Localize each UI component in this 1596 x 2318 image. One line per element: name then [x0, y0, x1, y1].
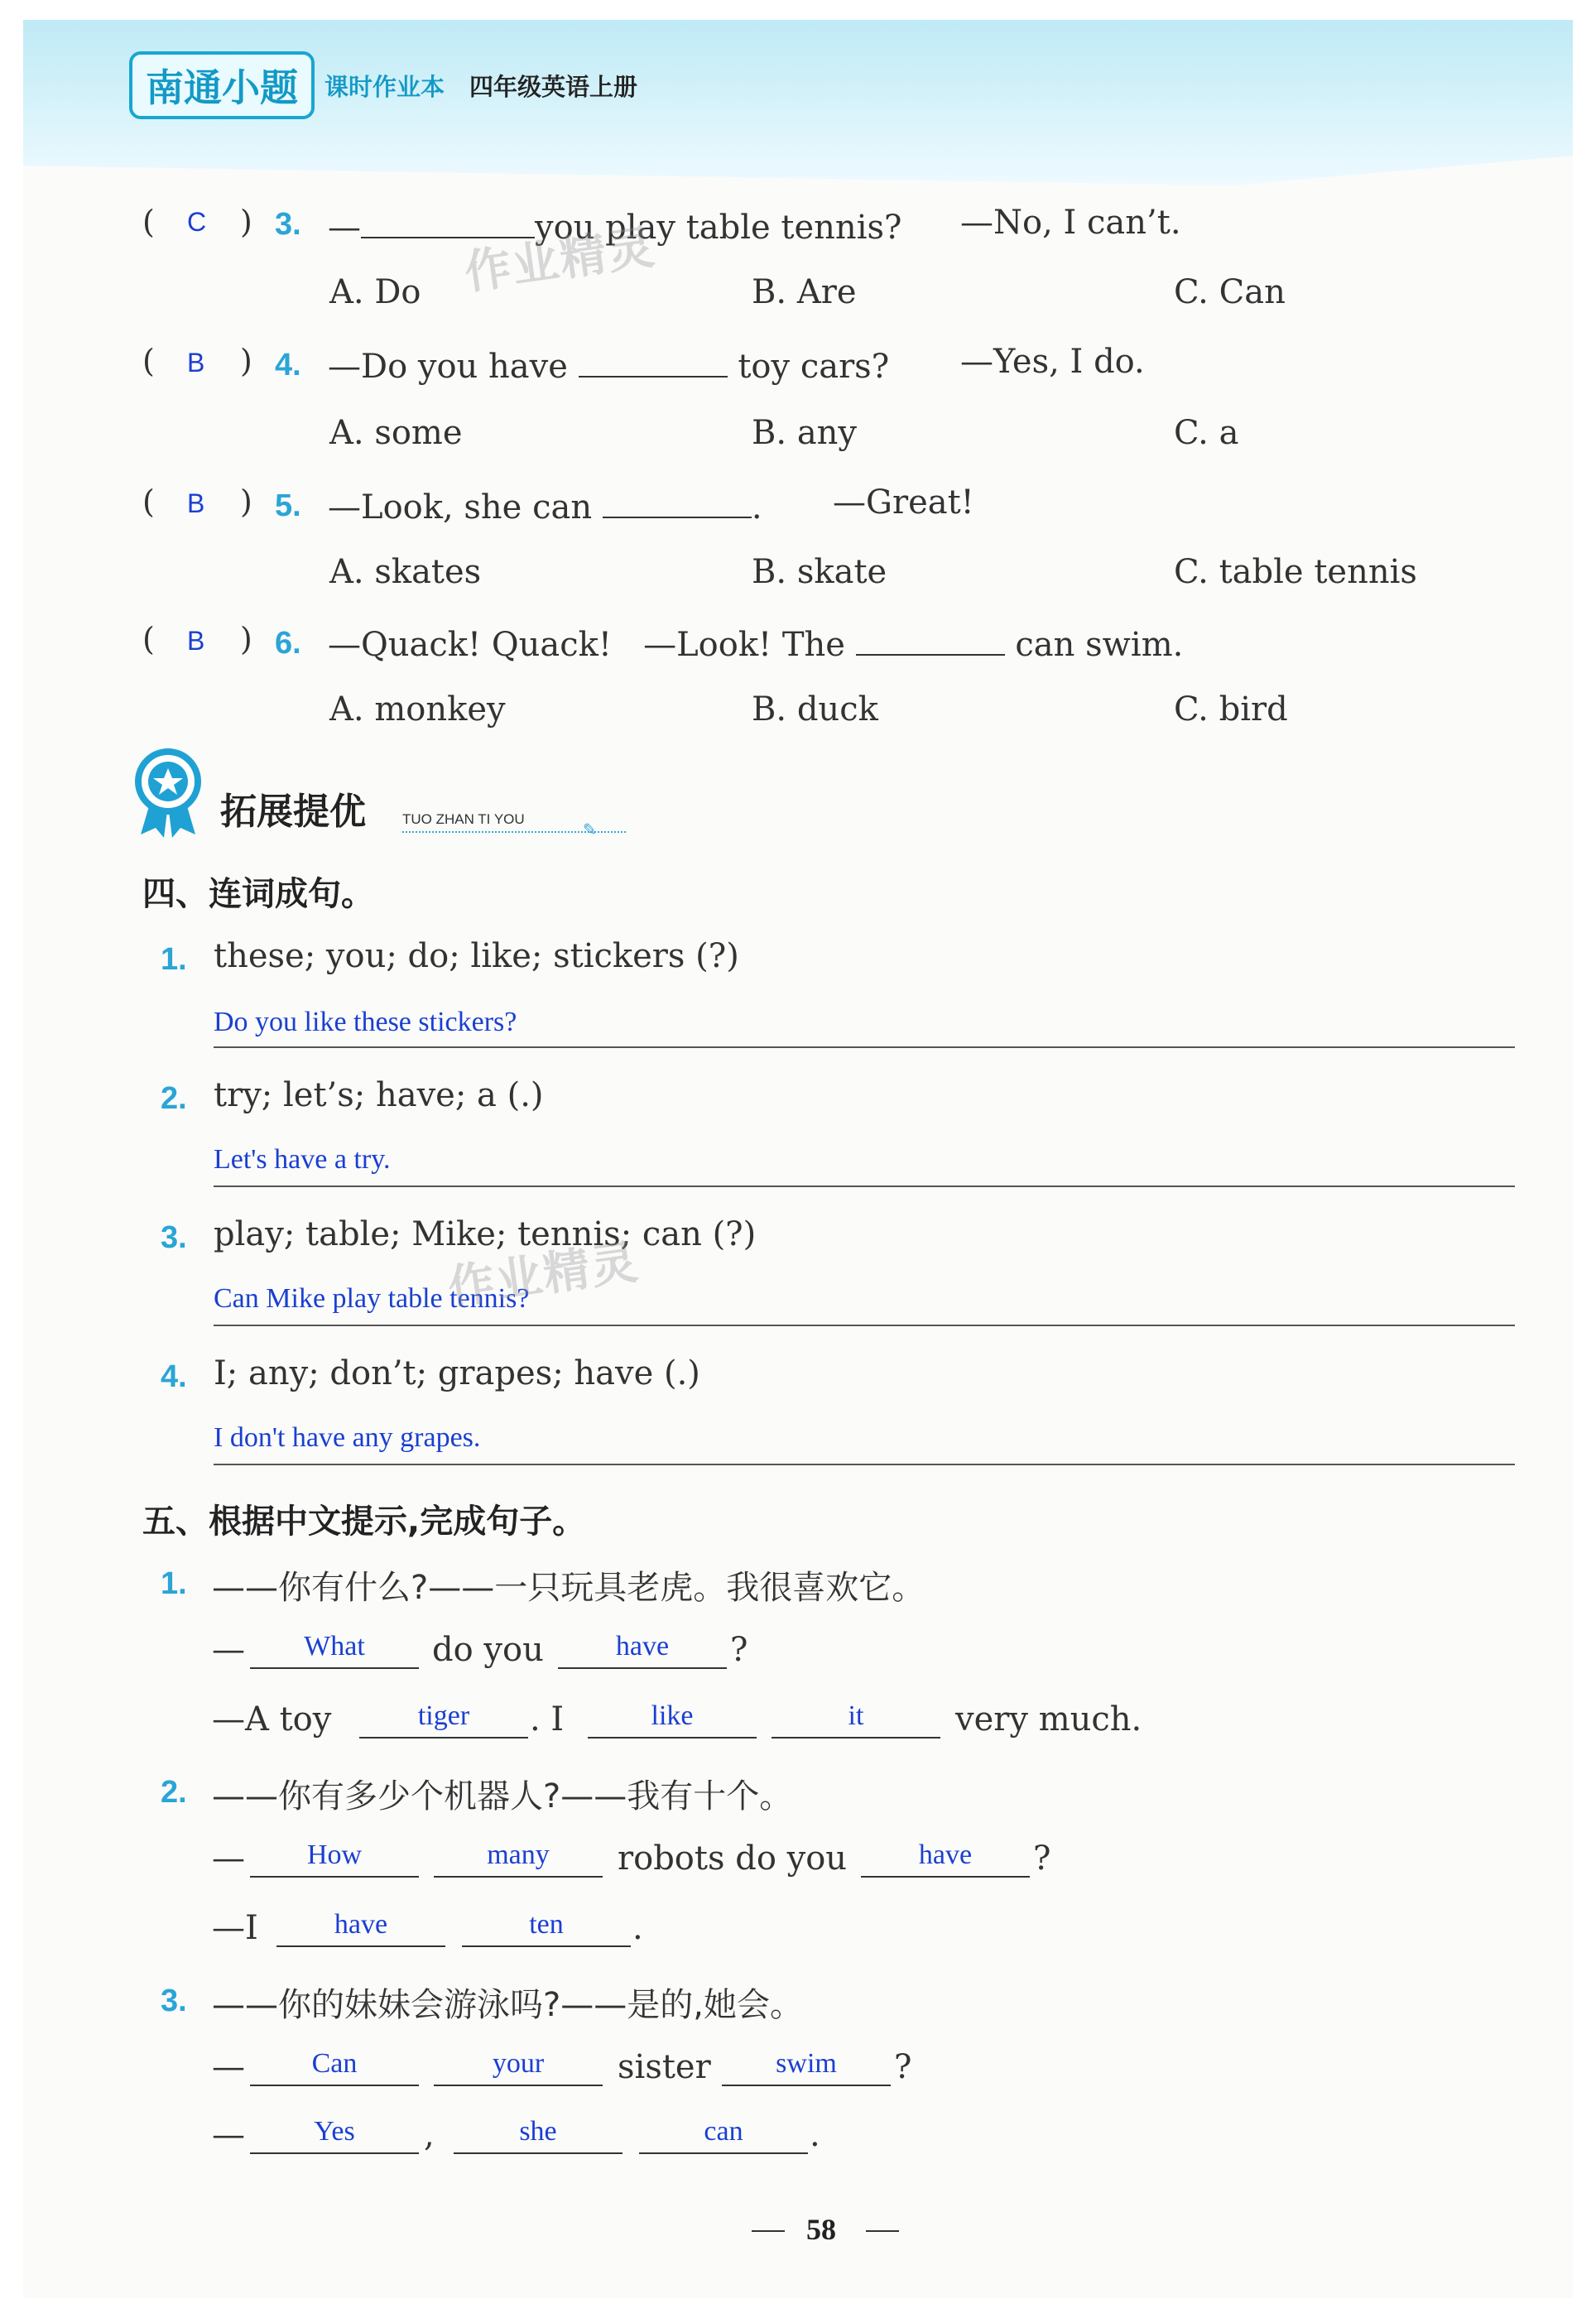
- option-b: B. any: [752, 414, 858, 452]
- sentence-text: —I: [212, 1909, 258, 1947]
- sentence-text: ?: [730, 1631, 748, 1669]
- paren-open: (: [142, 343, 155, 379]
- paren-open: (: [142, 204, 155, 240]
- answer-mark: C: [187, 207, 207, 237]
- answer-blank: can: [639, 2116, 808, 2154]
- word-list: these; you; do; like; stickers (?): [214, 937, 739, 975]
- item-number: 1.: [161, 1566, 187, 1601]
- item-number: 2.: [161, 1775, 187, 1810]
- sentence-text: . I: [530, 1700, 565, 1738]
- paren-close: ): [240, 621, 252, 657]
- item-number: 2.: [161, 1081, 187, 1116]
- option-c: C. bird: [1174, 690, 1288, 729]
- section-banner-pinyin: TUO ZHAN TI YOU: [402, 811, 525, 827]
- section-4-title: 四、连词成句。: [142, 875, 374, 913]
- sentence-text: very much.: [955, 1700, 1142, 1738]
- written-answer: Do you like these stickers?: [214, 1007, 517, 1037]
- item-number: 3.: [161, 1984, 187, 2018]
- sentence-text: do you: [432, 1631, 544, 1669]
- footer-dash: [752, 2230, 785, 2232]
- header: [129, 51, 637, 119]
- medal-icon: [131, 747, 205, 839]
- answer-blank: it: [772, 1700, 940, 1738]
- dash: —: [212, 2116, 245, 2154]
- answer-line: [214, 1185, 1515, 1187]
- written-answer: Can Mike play table tennis?: [214, 1283, 530, 1314]
- word-list: play; table; Mike; tennis; can (?): [214, 1215, 757, 1253]
- word-list: I; any; don’t; grapes; have (.): [214, 1354, 700, 1392]
- answer-blank: Can: [250, 2048, 419, 2086]
- option-a: A. monkey: [329, 690, 506, 729]
- paren-close: ): [240, 204, 252, 240]
- word-list: try; let’s; have; a (.): [214, 1076, 544, 1114]
- option-a: A. skates: [329, 553, 482, 591]
- brand-subtitle: 课时作业本: [324, 72, 445, 101]
- answer-blank: have: [861, 1839, 1030, 1878]
- answer-blank: tiger: [359, 1700, 528, 1738]
- pencil-icon: ✎: [583, 820, 597, 839]
- answer-blank: many: [434, 1839, 603, 1878]
- sentence-text: ?: [894, 2048, 912, 2086]
- answer-mark: B: [187, 488, 205, 518]
- sentence-text: ?: [1033, 1839, 1051, 1878]
- answer-line: [214, 1046, 1515, 1048]
- paren-close: ): [240, 343, 252, 379]
- page-number: 58: [806, 2213, 836, 2246]
- question-reply: —No, I can’t.: [960, 204, 1181, 242]
- section-banner-title: 拓展提优: [220, 791, 366, 833]
- sentence-text: .: [632, 1909, 643, 1947]
- option-b: B. skate: [752, 553, 887, 591]
- written-answer: I don't have any grapes.: [214, 1422, 481, 1453]
- option-a: A. some: [329, 414, 463, 452]
- answer-blank: like: [588, 1700, 757, 1738]
- question-number: 3.: [275, 207, 301, 242]
- option-a: A. Do: [329, 273, 421, 311]
- sentence-text: .: [810, 2116, 820, 2154]
- answer-line: [214, 1325, 1515, 1326]
- answer-blank: have: [276, 1909, 445, 1947]
- paren-open: (: [142, 621, 155, 657]
- sentence-text: sister: [618, 2048, 711, 2086]
- watermark: 作业精灵: [461, 220, 660, 301]
- dash: —: [212, 1839, 245, 1878]
- answer-mark: B: [187, 348, 205, 378]
- question-text: —Look, she can .: [328, 483, 762, 527]
- answer-mark: B: [187, 626, 205, 656]
- answer-blank: she: [454, 2116, 623, 2154]
- question-number: 5.: [275, 488, 301, 523]
- option-c: C. table tennis: [1174, 553, 1417, 591]
- question-reply: —Great!: [833, 483, 974, 522]
- question-number: 6.: [275, 626, 301, 661]
- answer-blank: your: [434, 2048, 603, 2086]
- answer-blank: How: [250, 1839, 419, 1878]
- sentence-text: ,: [424, 2116, 435, 2154]
- chinese-prompt: ——你的妹妹会游泳吗?——是的,她会。: [212, 1986, 803, 2024]
- dash: —: [212, 2048, 245, 2086]
- question-text: — you play table tennis?: [328, 204, 901, 247]
- option-c: C. a: [1174, 414, 1239, 452]
- paren-open: (: [142, 483, 155, 520]
- question-number: 4.: [275, 348, 301, 382]
- option-b: B. Are: [752, 273, 857, 311]
- brand-logo: 南通小题: [129, 51, 315, 119]
- chinese-prompt: ——你有什么?——一只玩具老虎。我很喜欢它。: [212, 1569, 925, 1607]
- chinese-prompt: ——你有多少个机器人?——我有十个。: [212, 1777, 793, 1815]
- answer-blank: ten: [462, 1909, 631, 1947]
- question-text: —Quack! Quack! —Look! The can swim.: [328, 621, 1183, 664]
- item-number: 3.: [161, 1220, 187, 1255]
- answer-line: [214, 1464, 1515, 1465]
- item-number: 1.: [161, 942, 187, 977]
- dash: —: [212, 1631, 245, 1669]
- book-title: 四年级英语上册: [469, 72, 638, 101]
- answer-blank: What: [250, 1631, 419, 1669]
- sentence-text: robots do you: [618, 1839, 848, 1878]
- question-reply: —Yes, I do.: [960, 343, 1145, 381]
- option-c: C. Can: [1174, 273, 1286, 311]
- answer-blank: Yes: [250, 2116, 419, 2154]
- sentence-text: —A toy: [212, 1700, 332, 1738]
- written-answer: Let's have a try.: [214, 1144, 391, 1175]
- answer-blank: have: [558, 1631, 727, 1669]
- answer-blank: swim: [722, 2048, 891, 2086]
- section-5-title: 五、根据中文提示,完成句子。: [142, 1503, 586, 1541]
- footer-dash: [866, 2230, 899, 2232]
- item-number: 4.: [161, 1359, 187, 1394]
- question-text: —Do you have toy cars?: [328, 343, 889, 386]
- watermark: 作业精灵: [445, 1235, 643, 1315]
- option-b: B. duck: [752, 690, 878, 729]
- paren-close: ): [240, 483, 252, 520]
